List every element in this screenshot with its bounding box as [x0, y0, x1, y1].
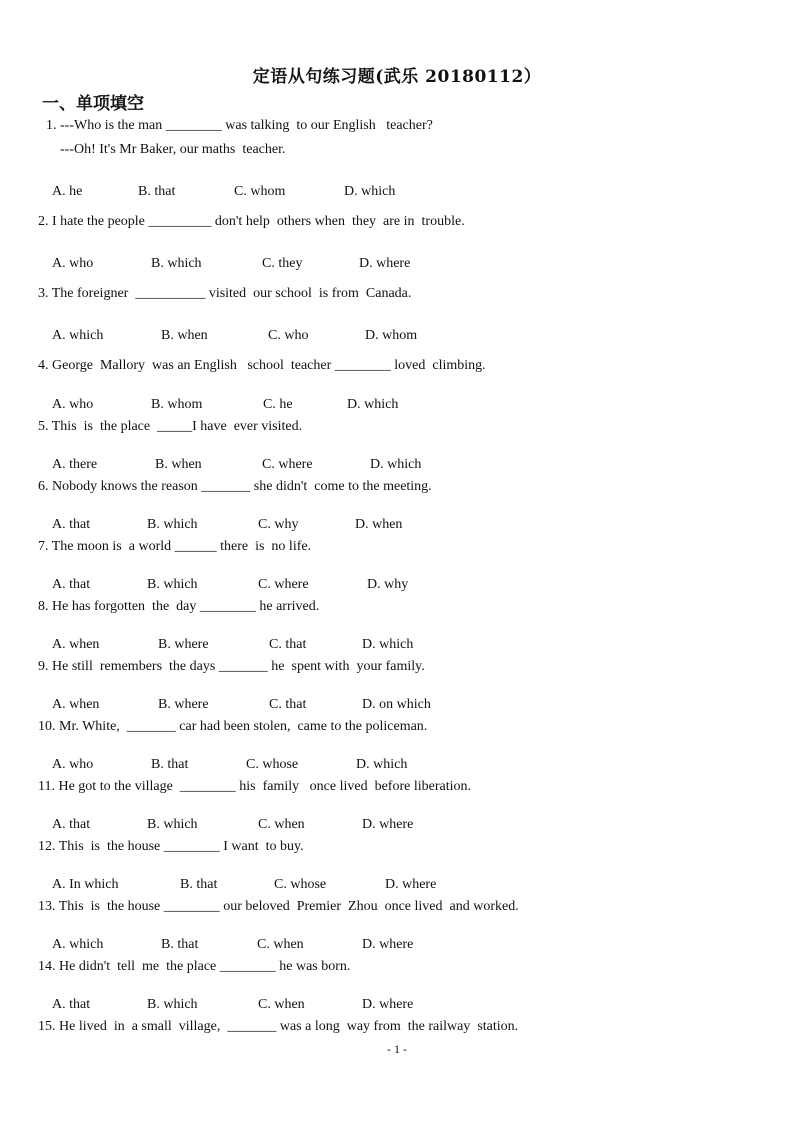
option-c: C. when: [257, 937, 304, 952]
option-c: C. they: [262, 256, 303, 271]
question-6: 6. Nobody knows the reason _______ she didn't come to the meeting.: [38, 479, 432, 494]
option-b: B. which: [147, 997, 198, 1012]
option-d: D. where: [362, 937, 414, 952]
option-d: D. why: [367, 577, 409, 592]
page-number: - 1 -: [387, 1042, 407, 1056]
option-c: C. that: [269, 697, 307, 712]
options-3: [38, 309, 417, 363]
option-d: D. where: [362, 817, 414, 832]
option-a: A. which: [52, 328, 104, 343]
question-5: 5. This is the place _____I have ever visited.: [38, 419, 303, 434]
option-b: B. where: [158, 637, 209, 652]
option-a: A. when: [52, 637, 100, 652]
option-c: C. whose: [246, 757, 299, 772]
section-heading: 一、单项填空: [42, 94, 144, 114]
option-c: C. who: [268, 328, 309, 343]
question-7: 7. The moon is a world ______ there is no life.: [38, 539, 312, 554]
option-b: B. which: [147, 517, 198, 532]
option-d: D. where: [385, 877, 437, 892]
option-d: D. which: [362, 637, 414, 652]
option-a: A. when: [52, 697, 100, 712]
option-c: C. why: [258, 517, 299, 532]
option-b: B. when: [161, 328, 208, 343]
option-b: B. that: [151, 757, 189, 772]
option-b: B. when: [155, 457, 202, 472]
option-c: C. where: [262, 457, 313, 472]
option-d: D. where: [362, 997, 414, 1012]
option-d: D. which: [370, 457, 422, 472]
option-b: B. that: [161, 937, 199, 952]
option-b: B. that: [138, 184, 176, 199]
option-c: C. when: [258, 817, 305, 832]
option-d: D. which: [347, 397, 399, 412]
option-a: A. which: [52, 937, 104, 952]
question-9: 9. He still remembers the days _______ he spent with your family.: [38, 659, 425, 674]
question-2: 2. I hate the people _________ don't help others when they are in trouble.: [38, 214, 465, 229]
question-1-reply: ---Oh! It's Mr Baker, our maths teacher.: [60, 142, 286, 157]
question-13: 13. This is the house ________ our beloved Premier Zhou once lived and worked.: [38, 899, 519, 914]
option-b: B. which: [147, 577, 198, 592]
page-title: 定语从句练习题(武乐 20180112）: [252, 67, 542, 87]
option-a: A. that: [52, 997, 91, 1012]
option-a: A. that: [52, 817, 91, 832]
option-d: D. which: [356, 757, 408, 772]
option-a: A. he: [52, 184, 83, 199]
option-d: D. when: [355, 517, 403, 532]
option-d: D. whom: [365, 328, 418, 343]
option-c: C. when: [258, 997, 305, 1012]
question-14: 14. He didn't tell me the place ________ he was born.: [38, 959, 351, 974]
option-c: C. whose: [274, 877, 327, 892]
question-11: 11. He got to the village ________ his family once lived before liberation.: [38, 779, 471, 794]
options-1: [38, 165, 395, 219]
question-1: 1. ---Who is the man ________ was talking to our English teacher?: [46, 118, 433, 133]
option-a: A. In which: [52, 877, 119, 892]
option-b: B. whom: [151, 397, 203, 412]
options-2: [38, 237, 410, 291]
option-a: A. that: [52, 577, 91, 592]
option-b: B. which: [151, 256, 202, 271]
question-10: 10. Mr. White, _______ car had been stolen, came to the policeman.: [38, 719, 428, 734]
option-c: C. whom: [234, 184, 286, 199]
option-a: A. who: [52, 256, 94, 271]
option-a: A. who: [52, 397, 94, 412]
question-15: 15. He lived in a small village, _______ was a long way from the railway station.: [38, 1019, 519, 1034]
option-b: B. that: [180, 877, 218, 892]
option-a: A. who: [52, 757, 94, 772]
question-8: 8. He has forgotten the day ________ he arrived.: [38, 599, 320, 614]
option-d: D. which: [344, 184, 396, 199]
question-3: 3. The foreigner __________ visited our school is from Canada.: [38, 286, 412, 301]
option-d: D. on which: [362, 697, 431, 712]
question-4: 4. George Mallory was an English school teacher ________ loved climbing.: [38, 358, 486, 373]
option-a: A. that: [52, 517, 91, 532]
option-a: A. there: [52, 457, 98, 472]
option-d: D. where: [359, 256, 411, 271]
option-c: C. where: [258, 577, 309, 592]
option-c: C. he: [263, 397, 293, 412]
question-12: 12. This is the house ________ I want to buy.: [38, 839, 304, 854]
option-b: B. where: [158, 697, 209, 712]
option-b: B. which: [147, 817, 198, 832]
option-c: C. that: [269, 637, 307, 652]
